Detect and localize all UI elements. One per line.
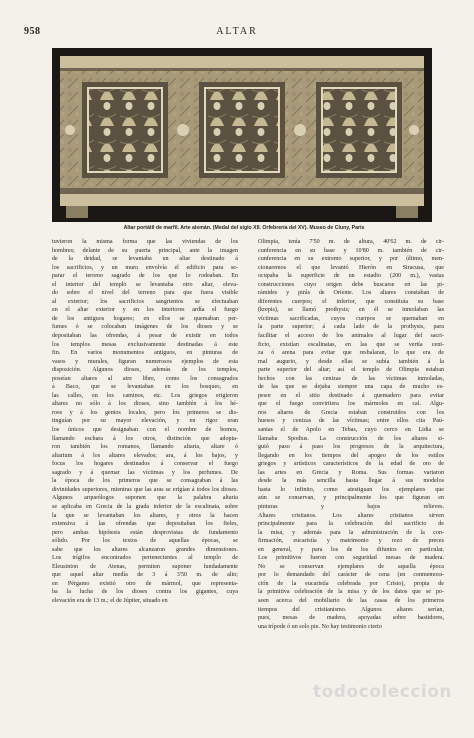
text-line: en general, y para los de los difuntos en particular.: [258, 546, 444, 553]
text-line: pesor en el sitio destinado á quemadero para evitar: [258, 392, 444, 399]
text-line: cunferencia en su base y 10'80 m. también de cir-: [258, 247, 444, 254]
text-line: guió paso á paso los progresos de la arquitectura,: [258, 444, 444, 451]
ivory-altar-image: [52, 48, 432, 222]
text-line: sabe que los altares alcanzaron grandes dimensiones.: [52, 546, 238, 553]
text-line: las artes en Grecia y Roma. Sus formas variaron: [258, 469, 444, 476]
text-line: pero ambas hipótesis están desprovistas de fundamento: [52, 529, 238, 536]
text-line: á Baco, que se levantaban en los bosques, en: [52, 384, 238, 391]
text-line: altares no sólo á los dioses, sino también á los hé-: [52, 401, 238, 408]
text-line: desde la más sencilla hasta llegar á sus modelos: [258, 478, 444, 485]
altar-illustration: [52, 48, 432, 222]
text-line: que el fuego convirtiera los mármoles en cal. Algu-: [258, 401, 444, 408]
text-line: poseían altares al aire libre, como los consagrados: [52, 375, 238, 382]
text-line: altarium á los altares elevados; ara, á los bajos, y: [52, 452, 238, 459]
text-line: el interior del templo se levantaba otro altar, eleva-: [52, 281, 238, 288]
text-line: parar el terreno sagrado de los que lo rodeaban. En: [52, 273, 238, 280]
text-line: fumes ó se colocaban imágenes de los dioses y se: [52, 324, 238, 331]
text-line: tiempos del cristianismo. Algunos altares serían,: [258, 606, 444, 613]
text-line: se aplicaba en Grecia de la grada inferior de la escalinata, sobre: [52, 503, 238, 510]
text-line: vasos y murales, figuran numerosos ejemplos de esta: [52, 358, 238, 365]
text-line: parte superior del altar; así el templo de Olimpia estaban: [258, 367, 444, 374]
text-line: las calles, en los caminos, etc. Los griegos erigieron: [52, 392, 238, 399]
text-line: depositaban las ofrendas, á pesar de existir en todos: [52, 333, 238, 340]
text-line: disposición. Algunos dioses, además de los templos,: [52, 367, 238, 374]
text-line: fin. En varios monumentos antiguos, en pinturas de: [52, 350, 238, 357]
text-line: principalmente para la celebración del sacrificio de: [258, 521, 444, 528]
text-line: Altares cristianos. Los altares cristianos sirven: [258, 512, 444, 519]
text-line: ron también los romanos, llamando altaria, altare ó: [52, 444, 238, 451]
text-line: pues, mesas de madera, apoyadas sobre bastidores,: [258, 615, 444, 622]
text-line: Olimpia, tenía 7'50 m. de altura, 40'62 m. de cir-: [258, 239, 444, 245]
text-line: rámides y pirás de Oriente. Los altares constaban de: [258, 290, 444, 297]
text-line: sólido. Por los textos de aquellas épocas, se: [52, 538, 238, 545]
text-line: cunferencia en su extremo superior, y por último, men-: [258, 256, 444, 263]
text-line: cionaremos el que levantó Hierón en Siracusa, que: [258, 264, 444, 271]
text-line: Eleusinion de Atenas, permiten suponer fundadamente: [52, 563, 238, 570]
page-number: 958: [24, 26, 41, 37]
text-line: roes y á los genios locales, pero los primeros se dis-: [52, 409, 238, 416]
text-line: llamaba Spodius. La construcción de los altares si-: [258, 435, 444, 442]
text-line: ficio, existían escalinatas, en las que se vertía ceni-: [258, 341, 444, 348]
text-line: por lo demandado del carácter de cena (en conmemora-: [258, 572, 444, 579]
text-line: los únicos que designaban con el nombre de bomos,: [52, 427, 238, 434]
text-line: sagrado y á quemar las víctimas y los perfumes. De: [52, 469, 238, 476]
text-line: nos altares de Grecia estaban construidos con los: [258, 409, 444, 416]
text-line: griegos y artísticos característicos de la edad de oro de: [258, 461, 444, 468]
text-line: ción de la eucaristía celebrada por Cristo), propia de: [258, 580, 444, 587]
text-line: firmación, eucaristía y matrimonio y rezo de preces: [258, 538, 444, 545]
text-line: extensiva á las ofrendas que depositaban los fieles,: [52, 521, 238, 528]
right-column: [258, 238, 444, 658]
text-line: sanias el de Apolo en Tebas, cuyo cerco en Lidia se: [258, 427, 444, 434]
page-header: [24, 26, 450, 40]
text-line: divinidades superiores, mientras que las aras se erigían á todos los dioses.: [52, 486, 238, 493]
text-line: víctimas sacrificadas, cuyos cuerpos se quemaban en: [258, 315, 444, 322]
text-line: la primitiva celebración de la misa y de los datos que se po-: [258, 589, 444, 596]
text-line: ocupaba la superficie de un estadio (200 m.), vastas: [258, 273, 444, 280]
text-line: pinturas y bajos relieves.: [258, 503, 444, 510]
text-line: la que se levantaban los altares, y otros la hacen: [52, 512, 238, 519]
text-line: No se conservan ejemplares de aquella época: [258, 563, 444, 570]
text-line: de las que se dejaba siempre una capa de mucho es-: [258, 384, 444, 391]
text-line: do sobre el nivel del terreno para que fuera visible: [52, 290, 238, 297]
text-line: huesos y cenizas de las víctimas; entre ellos cita Pau-: [258, 418, 444, 425]
text-line: mal augurio, y desde ellas se subía también á la: [258, 358, 444, 365]
text-line: za ó arena para evitar que resbalaran, lo que era de: [258, 350, 444, 357]
text-line: hombres; delante de su puerta principal, ante la imagen: [52, 247, 238, 254]
text-line: una trípode ó un solo pie. No hay testimonio cierto: [258, 623, 382, 630]
text-line: (krepis), se llamó prothysis; en él se inmolaban las: [258, 307, 444, 314]
text-line: facilitar el acceso de los animales al lugar del sacri-: [258, 333, 444, 340]
text-line: que aquel altar medía de 3 á 3'50 m. de alto;: [52, 572, 238, 579]
text-columns: [52, 238, 444, 658]
text-line: Los trígifos encontrados pertenecientes al templo de: [52, 555, 238, 562]
text-line: seen acerca del mobiliario de las casas de los primeros: [258, 597, 444, 604]
text-line: la parte superior; á cada lado de la prothysis, para: [258, 324, 444, 331]
text-line: al exterior; los sacrificios sangrientos se efectuaban: [52, 298, 238, 305]
watermark-logo: todocoleccion: [312, 682, 452, 702]
text-line: los sacrificios, y un muro envolvía el edificio para se-: [52, 264, 238, 271]
text-line: diferentes cuerpos; el inferior, que constituía su base: [258, 298, 444, 305]
text-line: hasta lo infinito, como atestiguan los ejemplares que: [258, 486, 444, 493]
text-line: en el altar exterior y en los interiores ardía el fuego: [52, 307, 238, 314]
text-line: aún se conservan, y principalmente los que figuran en: [258, 495, 444, 502]
text-line: elevación era de 13 m.; el de Júpiter, situado en: [52, 597, 168, 604]
text-line: Algunos arqueólogos suponen que la palabra altaria: [52, 495, 238, 502]
text-line: la misa, y además para la administración de la con-: [258, 529, 444, 536]
text-line: los templos mesas exclusivamente destinadas á este: [52, 341, 238, 348]
text-line: tinguían por su mayor elevación, y en rigor eran: [52, 418, 238, 425]
text-line: ba la lucha de los dioses contra los gigantes, cuya: [52, 589, 238, 596]
text-line: construcciones cuyo origen debe buscarse en las pi-: [258, 281, 444, 288]
text-line: tuvieron la misma forma que las viviendas de los: [52, 239, 238, 245]
text-line: Los primitivos fueron con seguridad mesas de madera.: [258, 555, 444, 562]
text-line: llamando eschara á los otros, distinción que adopta-: [52, 435, 238, 442]
text-line: focus los hogares destinados á conservar el fuego: [52, 461, 238, 468]
left-column: [52, 238, 238, 658]
text-line: de los antiguos hogares; en ellos se quemaban per-: [52, 315, 238, 322]
figure-caption: Altar portátil de marfil. Arte alemán. (Medal del siglo XII. Orfebrería del XV). Museo de Cluny, París: [123, 225, 365, 231]
text-line: la época de los primeros que se consagraban á las: [52, 478, 238, 485]
text-line: llegando en los tiempos del apogeo de los estilos: [258, 452, 444, 459]
running-title: ALTAR: [216, 26, 258, 37]
text-line: hechos con las cenizas de las víctimas inmoladas,: [258, 375, 444, 382]
text-line: en Pérgamo existió otro de mármol, que representa-: [52, 580, 238, 587]
text-line: de la deidad, se levantaba un altar destinado á: [52, 256, 238, 263]
